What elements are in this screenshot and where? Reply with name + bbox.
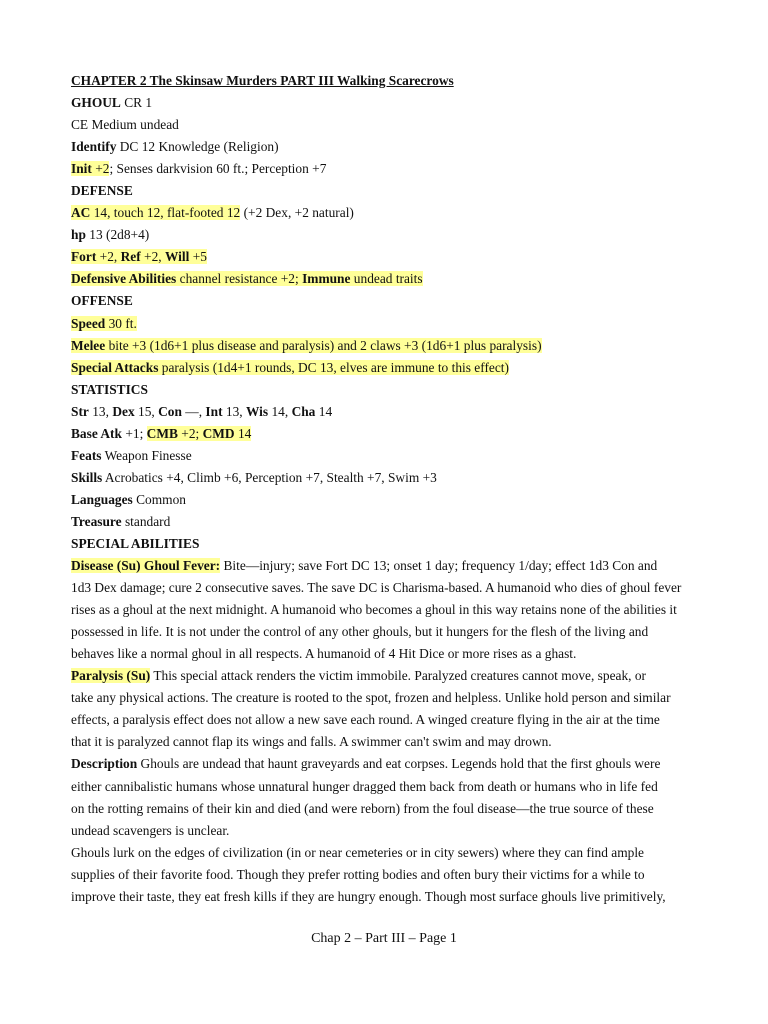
section-special-abilities: SPECIAL ABILITIES bbox=[71, 535, 200, 551]
immune-value: undead traits bbox=[353, 271, 423, 287]
disease-label: Disease (Su) Ghoul Fever: bbox=[71, 558, 221, 574]
init-line bbox=[71, 158, 699, 180]
treasure-label: Treasure bbox=[71, 513, 122, 529]
creature-cr: CR 1 bbox=[124, 95, 153, 111]
lurk-line-1: Ghouls lurk on the edges of civilization (in or near cemeteries or in city sewers) where they can find ample bbox=[71, 844, 644, 860]
section-offense: OFFENSE bbox=[71, 293, 133, 309]
con-label: Con bbox=[158, 403, 182, 419]
ac-value: 14, touch 12, flat-footed 12 bbox=[93, 205, 241, 221]
languages-label: Languages bbox=[71, 491, 133, 507]
init-value: +2 bbox=[95, 161, 110, 177]
ac-label: AC bbox=[71, 205, 91, 221]
ac-rest: (+2 Dex, +2 natural) bbox=[240, 205, 354, 221]
description-line-3: on the rotting remains of their kin and died (and were reborn) from the foul disease—the true source of these bbox=[71, 800, 654, 816]
special-attacks-value: paralysis (1d4+1 rounds, DC 13, elves are immune to this effect) bbox=[161, 359, 509, 375]
special-attacks-line bbox=[71, 357, 699, 379]
cha-value: 14 bbox=[318, 403, 333, 419]
languages-value: Common bbox=[136, 491, 186, 507]
ability-scores-line bbox=[71, 401, 699, 423]
hp-label: hp bbox=[71, 227, 86, 243]
hp-line bbox=[71, 224, 699, 246]
cmd-label: CMD bbox=[202, 425, 235, 441]
cha-label: Cha bbox=[291, 403, 316, 419]
bab-value: +1; bbox=[125, 425, 144, 441]
ac-highlight bbox=[71, 205, 240, 220]
skills-line bbox=[71, 467, 699, 489]
will-value: +5 bbox=[192, 249, 207, 265]
str-value: 13, bbox=[92, 403, 109, 419]
description-label: Description bbox=[71, 756, 138, 772]
will-label: Will bbox=[165, 249, 190, 265]
disease-line-3: rises as a ghoul at the next midnight. A humanoid who becomes a ghoul in this way retains none of the abilities it bbox=[71, 602, 677, 618]
speed-label: Speed bbox=[71, 315, 106, 331]
hp-value: 13 (2d8+4) bbox=[89, 227, 150, 243]
lurk-line-2: supplies of their favorite food. Though they prefer rotting bodies and often bury their victims for a while to bbox=[71, 866, 645, 882]
dex-value: 15, bbox=[138, 403, 155, 419]
str-label: Str bbox=[71, 403, 89, 419]
disease-line-5: behaves like a normal ghoul in all respects. A humanoid of 4 Hit Dice or more rises as a ghast. bbox=[71, 646, 577, 662]
disease-line-2: 1d3 Dex damage; cure 2 consecutive saves. The save DC is Charisma-based. A humanoid who dies of ghoul fever bbox=[71, 580, 682, 596]
identify-label: Identify bbox=[71, 139, 117, 155]
speed-highlight bbox=[71, 316, 137, 331]
feats-line bbox=[71, 445, 699, 467]
ac-line bbox=[71, 202, 699, 224]
treasure-value: standard bbox=[124, 513, 171, 529]
defensive-label: Defensive Abilities bbox=[71, 271, 177, 287]
con-value: —, bbox=[185, 403, 203, 419]
defensive-highlight bbox=[71, 271, 423, 286]
paralysis-line-4: that it is paralyzed cannot flap its wings and falls. A swimmer can't swim and may drown. bbox=[71, 734, 552, 750]
description-line-2: either cannibalistic humans whose unnatural hunger dragged them back from death or humans who in life fed bbox=[71, 778, 658, 794]
melee-line bbox=[71, 335, 699, 357]
fort-value: +2, bbox=[99, 249, 118, 265]
disease-text-1: Bite—injury; save Fort DC 13; onset 1 day; frequency 1/day; effect 1d3 Con and bbox=[220, 558, 658, 574]
creature-name-line bbox=[71, 92, 699, 114]
statblock bbox=[71, 70, 699, 908]
fort-label: Fort bbox=[71, 249, 97, 265]
paralysis-line-2: take any physical actions. The creature is rooted to the spot, frozen and helpless. Unlike hold person and similar bbox=[71, 690, 671, 706]
bab-label: Base Atk bbox=[71, 425, 122, 441]
melee-value: bite +3 (1d6+1 plus disease and paralysis) and 2 claws +3 (1d6+1 plus paralysis) bbox=[108, 337, 542, 353]
saves-highlight bbox=[71, 249, 207, 264]
description-line-4: undead scavengers is unclear. bbox=[71, 822, 230, 838]
creature-name: GHOUL bbox=[71, 95, 121, 111]
int-label: Int bbox=[205, 403, 223, 419]
defensive-abilities-line bbox=[71, 268, 699, 290]
treasure-line bbox=[71, 511, 699, 533]
cmb-label: CMB bbox=[146, 425, 178, 441]
creature-type: CE Medium undead bbox=[71, 117, 179, 133]
dex-label: Dex bbox=[112, 403, 135, 419]
cmd-value: 14 bbox=[237, 425, 252, 441]
int-value: 13, bbox=[225, 403, 243, 419]
skills-value: Acrobatics +4, Climb +6, Perception +7, Stealth +7, Swim +3 bbox=[104, 469, 437, 485]
melee-highlight bbox=[71, 338, 542, 353]
section-defense: DEFENSE bbox=[71, 183, 133, 199]
speed-line bbox=[71, 313, 699, 335]
immune-label: Immune bbox=[302, 271, 351, 287]
init-highlight bbox=[71, 161, 109, 176]
defensive-value: channel resistance +2; bbox=[179, 271, 299, 287]
paralysis-text-1: This special attack renders the victim immobile. Paralyzed creatures cannot move, speak, or bbox=[150, 668, 647, 684]
wis-label: Wis bbox=[246, 403, 269, 419]
paralysis-line-3: effects, a paralysis effect does not allow a new save each round. A winged creature flying in the air at the time bbox=[71, 712, 660, 728]
page-footer: Chap 2 – Part III – Page 1 bbox=[311, 931, 457, 946]
wis-value: 14, bbox=[271, 403, 289, 419]
disease-line-4: possessed in life. It is not under the control of any other ghouls, but it hungers for the flesh of the living and bbox=[71, 624, 649, 640]
chapter-title: CHAPTER 2 The Skinsaw Murders PART III Walking Scarecrows bbox=[71, 73, 454, 88]
paralysis-label: Paralysis (Su) bbox=[71, 668, 151, 684]
ref-value: +2, bbox=[144, 249, 162, 265]
skills-label: Skills bbox=[71, 469, 103, 485]
melee-label: Melee bbox=[71, 337, 106, 353]
base-attack-line bbox=[71, 423, 699, 445]
paralysis-line-1 bbox=[71, 665, 699, 687]
identify-line bbox=[71, 136, 699, 158]
description-text-1: Ghouls are undead that haunt graveyards and eat corpses. Legends hold that the first ghouls were bbox=[137, 756, 661, 772]
disease-line-1 bbox=[71, 555, 699, 577]
identify-text: DC 12 Knowledge (Religion) bbox=[119, 139, 279, 155]
cmb-cmd-highlight bbox=[147, 426, 252, 441]
speed-value: 30 ft. bbox=[108, 315, 137, 331]
init-rest: ; Senses darkvision 60 ft.; Perception +7 bbox=[109, 161, 327, 177]
lurk-line-3: improve their taste, they eat fresh kills if they are hungry enough. Though most surface ghouls live primitively, bbox=[71, 888, 666, 904]
cmb-value: +2; bbox=[181, 425, 200, 441]
feats-value: Weapon Finesse bbox=[104, 447, 192, 463]
special-attacks-highlight bbox=[71, 360, 509, 375]
saves-line bbox=[71, 246, 699, 268]
special-attacks-label: Special Attacks bbox=[71, 359, 159, 375]
ref-label: Ref bbox=[120, 249, 141, 265]
feats-label: Feats bbox=[71, 447, 102, 463]
init-label: Init bbox=[71, 161, 92, 177]
section-statistics: STATISTICS bbox=[71, 381, 148, 397]
languages-line bbox=[71, 489, 699, 511]
description-line-1 bbox=[71, 753, 699, 775]
